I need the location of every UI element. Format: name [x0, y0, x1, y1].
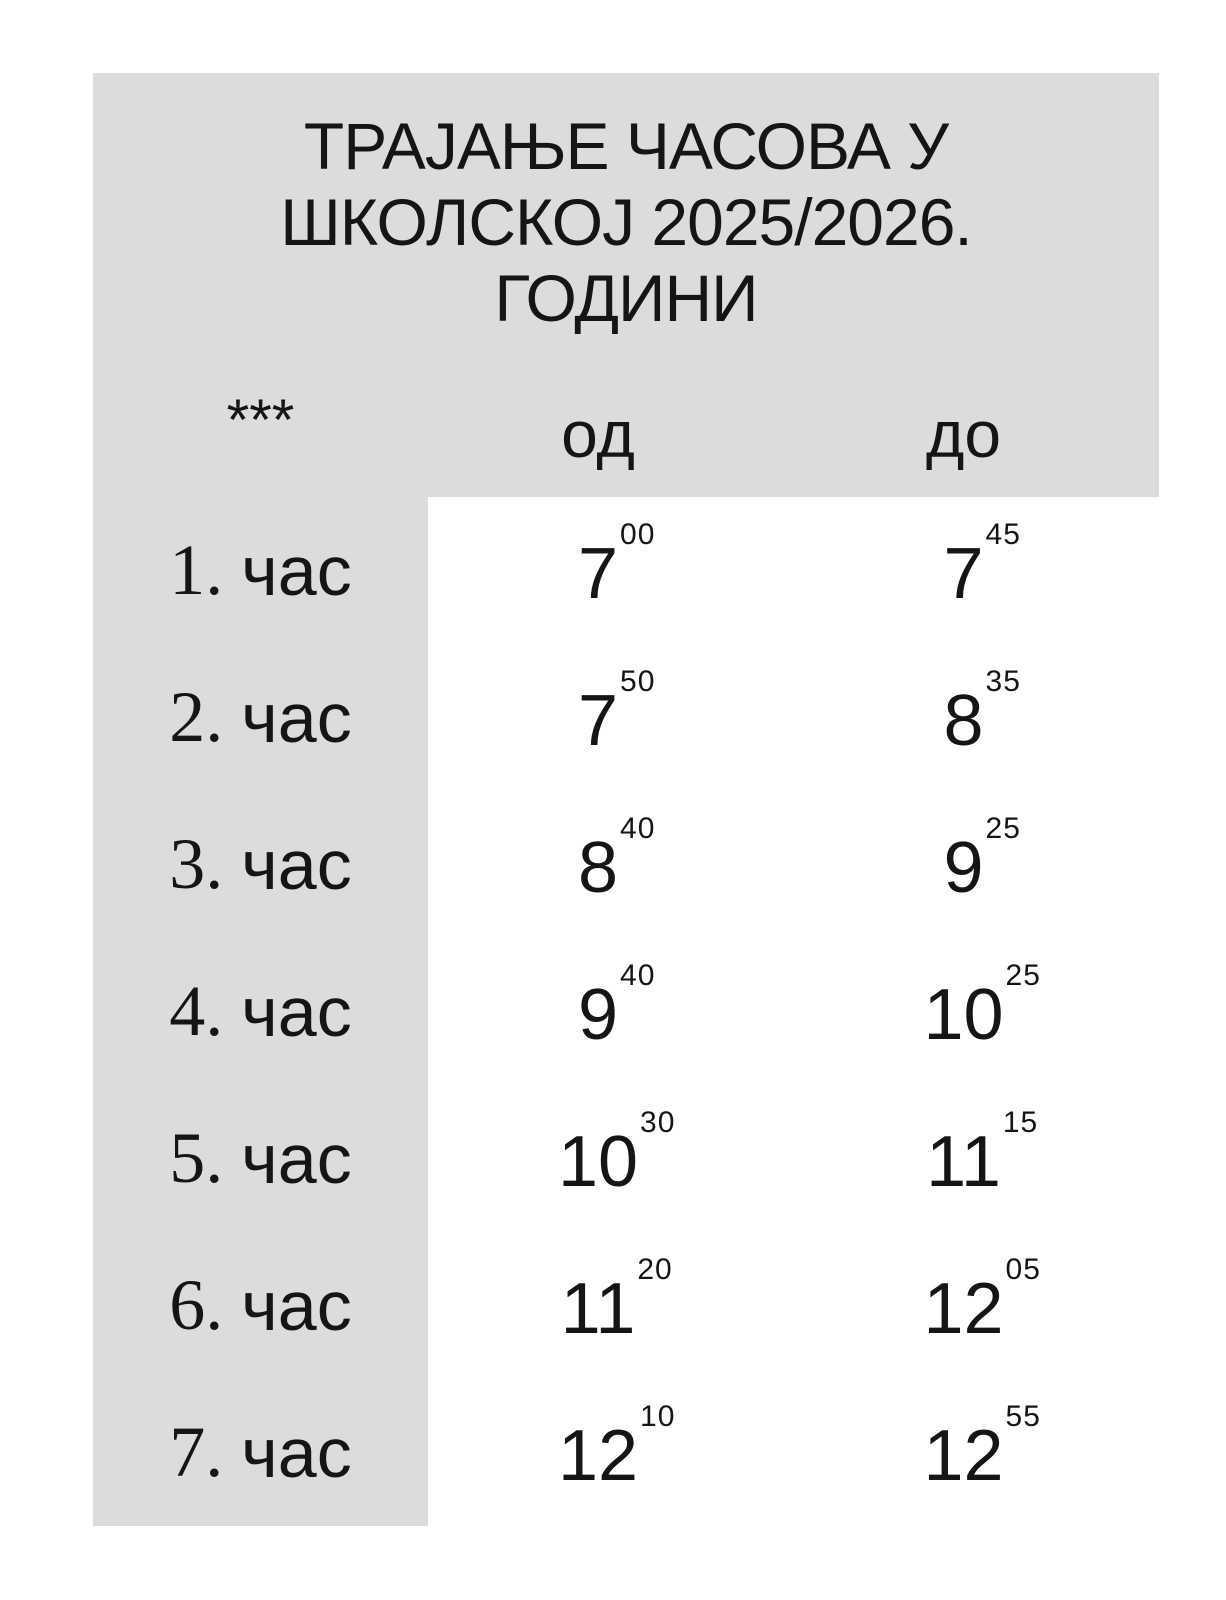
end-minutes: 45: [985, 517, 1021, 551]
title-line-1: ТРАЈАЊЕ ЧАСОВА У: [303, 109, 949, 183]
start-hour: 12: [557, 1415, 639, 1496]
period-row: [93, 938, 1159, 1085]
period-rows: [93, 497, 1159, 1526]
start-hour: 7: [577, 680, 619, 761]
period-number: 1.: [169, 530, 224, 610]
start-hour: 11: [560, 1268, 636, 1349]
period-label: [93, 1085, 428, 1232]
period-row: [93, 1085, 1159, 1232]
start-hour: 10: [557, 1121, 639, 1202]
period-number: 2.: [169, 677, 224, 757]
period-label: [93, 644, 428, 791]
end-minutes: 25: [1005, 958, 1041, 992]
table-title: [93, 73, 1159, 371]
end-time: [768, 497, 1159, 644]
period-word: час: [241, 1413, 352, 1492]
end-hour: 8: [943, 680, 984, 761]
period-row: [93, 1232, 1159, 1379]
title-line-3: ГОДИНИ: [494, 261, 758, 335]
period-row: [93, 497, 1159, 644]
schedule-table: [93, 73, 1159, 1526]
start-hour: 7: [577, 533, 619, 614]
end-time: [768, 1085, 1159, 1232]
period-word: час: [241, 531, 352, 610]
start-time: [428, 1232, 768, 1379]
start-time: [428, 644, 768, 791]
start-minutes: 00: [620, 517, 656, 551]
end-minutes: 55: [1005, 1399, 1041, 1433]
end-hour: 10: [923, 974, 1004, 1055]
period-label: [93, 1232, 428, 1379]
start-time: [428, 1379, 768, 1526]
end-hour: 12: [923, 1268, 1004, 1349]
start-minutes: 40: [620, 958, 656, 992]
period-number: 6.: [169, 1265, 224, 1345]
header-from: од: [561, 397, 635, 471]
start-minutes: 40: [620, 811, 656, 845]
start-minutes: 30: [640, 1105, 676, 1139]
start-time: [428, 791, 768, 938]
period-row: [93, 1379, 1159, 1526]
start-minutes: 20: [637, 1252, 673, 1286]
period-word: час: [241, 678, 352, 757]
start-hour: 9: [577, 974, 619, 1055]
start-time: [428, 938, 768, 1085]
header-to: до: [925, 397, 1002, 471]
end-minutes: 05: [1005, 1252, 1041, 1286]
end-hour: 7: [943, 533, 984, 614]
period-label: [93, 791, 428, 938]
header-corner: ***: [226, 388, 295, 453]
end-hour: 11: [926, 1121, 1001, 1202]
period-number: 5.: [169, 1118, 224, 1198]
start-minutes: 10: [640, 1399, 676, 1433]
start-time: [428, 1085, 768, 1232]
period-number: 7.: [169, 1412, 224, 1492]
end-time: [768, 1232, 1159, 1379]
end-time: [768, 1379, 1159, 1526]
title-line-2: ШКОЛСКОЈ 2025/2026.: [280, 185, 972, 259]
end-hour: 12: [923, 1415, 1004, 1496]
end-minutes: 25: [985, 811, 1021, 845]
end-minutes: 35: [985, 664, 1021, 698]
period-label: [93, 1379, 428, 1526]
end-time: [768, 644, 1159, 791]
end-hour: 9: [943, 827, 984, 908]
period-word: час: [241, 825, 352, 904]
period-word: час: [241, 972, 352, 1051]
period-number: 4.: [169, 971, 224, 1051]
period-number: 3.: [169, 824, 224, 904]
start-minutes: 50: [620, 664, 656, 698]
start-time: [428, 497, 768, 644]
period-row: [93, 644, 1159, 791]
end-time: [768, 791, 1159, 938]
period-label: [93, 938, 428, 1085]
start-hour: 8: [577, 827, 619, 908]
end-minutes: 15: [1002, 1105, 1039, 1139]
period-row: [93, 791, 1159, 938]
column-header-row: [93, 371, 1159, 497]
period-label: [93, 497, 428, 644]
period-word: час: [241, 1266, 352, 1345]
end-time: [768, 938, 1159, 1085]
period-word: час: [241, 1119, 352, 1198]
